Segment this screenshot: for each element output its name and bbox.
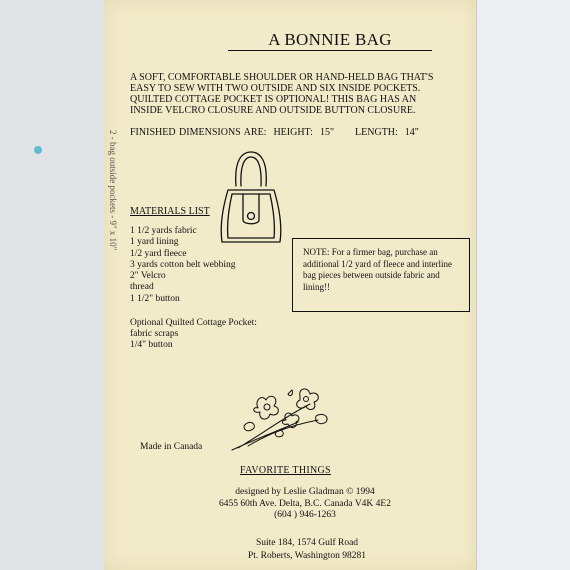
material-item: 1/2 yard fleece [130, 248, 187, 259]
address-line: Pt. Roberts, Washington 98281 [247, 550, 367, 561]
pattern-title: A BONNIE BAG [228, 31, 432, 51]
scanner-right-margin [476, 0, 570, 570]
description-line: QUILTED COTTAGE POCKET IS OPTIONAL! THIS BAG HAS AN [130, 94, 417, 105]
credit-line: 6455 60th Ave. Delta, B.C. Canada V4K 4E2 [219, 498, 391, 509]
flower-sprig-illustration-icon [228, 386, 340, 452]
material-item: 1 1/2" button [130, 293, 180, 304]
materials-list [130, 226, 280, 305]
pattern-description [130, 72, 470, 116]
material-item: thread [130, 282, 154, 293]
us-address [222, 537, 392, 562]
brand-name: FAVORITE THINGS [240, 465, 331, 476]
scanner-left-margin [0, 0, 104, 570]
material-item: 1 yard lining [130, 237, 179, 248]
description-line: EASY TO SEW WITH TWO OUTSIDE AND SIX INSIDE POCKETS. [130, 83, 421, 94]
optional-item: 1/4" button [130, 340, 173, 351]
note-box: NOTE: For a firmer bag, purchase an additional 1/2 yard of fleece and interline bag pieces between outside fabric and lining!! [292, 238, 470, 312]
credit-line: designed by Leslie Gladman © 1994 [235, 487, 375, 497]
scan-speck [34, 146, 42, 154]
materials-heading: MATERIALS LIST [130, 206, 210, 217]
made-in-label: Made in Canada [140, 442, 203, 452]
material-item: 1 1/2 yards fabric [130, 226, 197, 236]
side-handwritten-label: 2 - bag outside pockets - 9" x 10" [108, 130, 118, 251]
finished-dimensions: FINISHED DIMENSIONS ARE: HEIGHT: 15" LENGTH: 14" [130, 127, 419, 138]
optional-pocket-list [130, 329, 280, 352]
optional-pocket-heading: Optional Quilted Cottage Pocket: [130, 318, 257, 328]
designer-credit [200, 487, 410, 522]
pattern-envelope-back [104, 0, 476, 570]
description-line: INSIDE VELCRO CLOSURE AND OUTSIDE BUTTON CLOSURE. [130, 105, 416, 116]
description-line: A SOFT, COMFORTABLE SHOULDER OR HAND-HELD BAG THAT'S [130, 72, 434, 83]
material-item: 3 yards cotton belt webbing [130, 259, 236, 270]
material-item: 2" Velcro [130, 271, 166, 282]
credit-line: (604 ) 946-1263 [274, 510, 336, 521]
optional-item: fabric scraps [130, 329, 179, 339]
address-line: Suite 184, 1574 Gulf Road [255, 538, 359, 548]
